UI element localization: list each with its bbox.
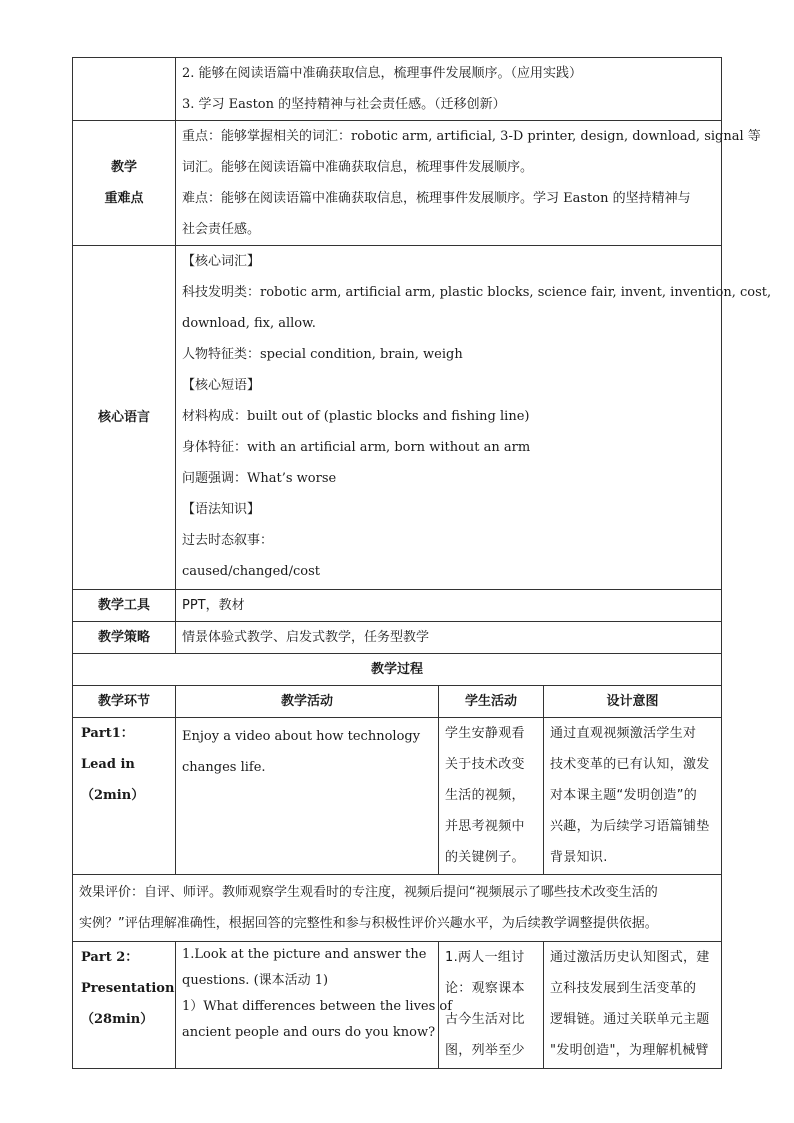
objective-2: 2. 能够在阅读语篇中准确获取信息，梳理事件发展顺序。（应用实践） xyxy=(182,66,583,81)
key-points-label: 教学 重难点 xyxy=(73,121,176,246)
part2-stage: Part 2： Presentation （28min） xyxy=(73,942,176,1069)
strategy-value: 情景体验式教学、启发式教学，任务型教学 xyxy=(176,622,722,654)
process-title: 教学过程 xyxy=(73,654,722,686)
strategy-label: 教学策略 xyxy=(73,622,176,654)
core-language-label: 核心语言 xyxy=(73,246,176,590)
objectives-label-cell xyxy=(73,58,176,121)
key-points-content xyxy=(176,121,761,246)
evaluation-line: 效果评价：自评、师评。教师观察学生观看时的专注度，视频后提问“视频展示了哪些技术改变生活的 xyxy=(79,885,658,900)
objectives-cell xyxy=(176,58,722,121)
core-language-line: 过去时态叙事： xyxy=(182,533,274,548)
core-language-line: download, fix, allow. xyxy=(182,316,316,331)
header-activity: 教学活动 xyxy=(176,686,439,718)
part2-intent: 通过激活历史认知图式，建 立科技发展到生活变革的 逻辑链。通过关联单元主题 "发明创造"，为理解机械臂 xyxy=(544,942,722,1069)
core-language-line: 【核心短语】 xyxy=(182,378,261,393)
part1-stage: Part1： Lead in （2min） xyxy=(73,718,176,875)
objective-3: 3. 学习 Easton 的坚持精神与社会责任感。（迁移创新） xyxy=(182,97,506,112)
core-language-line: 科技发明类：robotic arm, artificial arm, plastic blocks, science fair, invent, invention, cost, xyxy=(182,285,772,300)
core-language-line: 【语法知识】 xyxy=(182,502,261,517)
header-student: 学生活动 xyxy=(439,686,544,718)
core-language-content xyxy=(176,246,772,590)
part1-activity: Enjoy a video about how technology changes life. xyxy=(176,718,439,875)
core-language-line: caused/changed/cost xyxy=(182,564,320,579)
tools-value: PPT，教材 xyxy=(176,590,722,622)
core-language-line: 材料构成：built out of (plastic blocks and fishing line) xyxy=(182,409,530,424)
part1-evaluation xyxy=(73,875,722,942)
key-point-line: 社会责任感。 xyxy=(182,222,261,237)
key-point-line: 重点：能够掌握相关的词汇：robotic arm, artificial, 3-D printer, design, download, signal 等 xyxy=(182,129,761,144)
part1-student: 学生安静观看 关于技术改变 生活的视频， 并思考视频中 的关键例子。 xyxy=(439,718,544,875)
part2-student: 1.两人一组讨 论：观察课本 古今生活对比 图，列举至少 xyxy=(439,942,544,1069)
core-language-line: 问题强调：What’s worse xyxy=(182,471,337,486)
key-point-line: 词汇。能够在阅读语篇中准确获取信息，梳理事件发展顺序。 xyxy=(182,160,534,175)
part1-intent: 通过直观视频激活学生对 技术变革的已有认知，激发 对本课主题“发明创造”的 兴趣，为后续学习语篇铺垫 背景知识. xyxy=(544,718,722,875)
core-language-line: 身体特征：with an artificial arm, born without an arm xyxy=(182,440,531,455)
header-stage: 教学环节 xyxy=(73,686,176,718)
core-language-line: 人物特征类：special condition, brain, weigh xyxy=(182,347,463,362)
key-point-line: 难点：能够在阅读语篇中准确获取信息，梳理事件发展顺序。学习 Easton 的坚持精神与 xyxy=(182,191,691,206)
header-intent: 设计意图 xyxy=(544,686,722,718)
part2-activity: 1.Look at the picture and answer the questions. (课本活动 1) 1）What differences between the lives of ancient people and ours do you know? xyxy=(176,942,439,1069)
tools-label: 教学工具 xyxy=(73,590,176,622)
core-language-line: 【核心词汇】 xyxy=(182,254,261,269)
lesson-plan-table xyxy=(72,57,772,1069)
evaluation-line: 实例？”评估理解准确性，根据回答的完整性和参与积极性评价兴趣水平，为后续教学调整提供依据。 xyxy=(79,916,658,931)
